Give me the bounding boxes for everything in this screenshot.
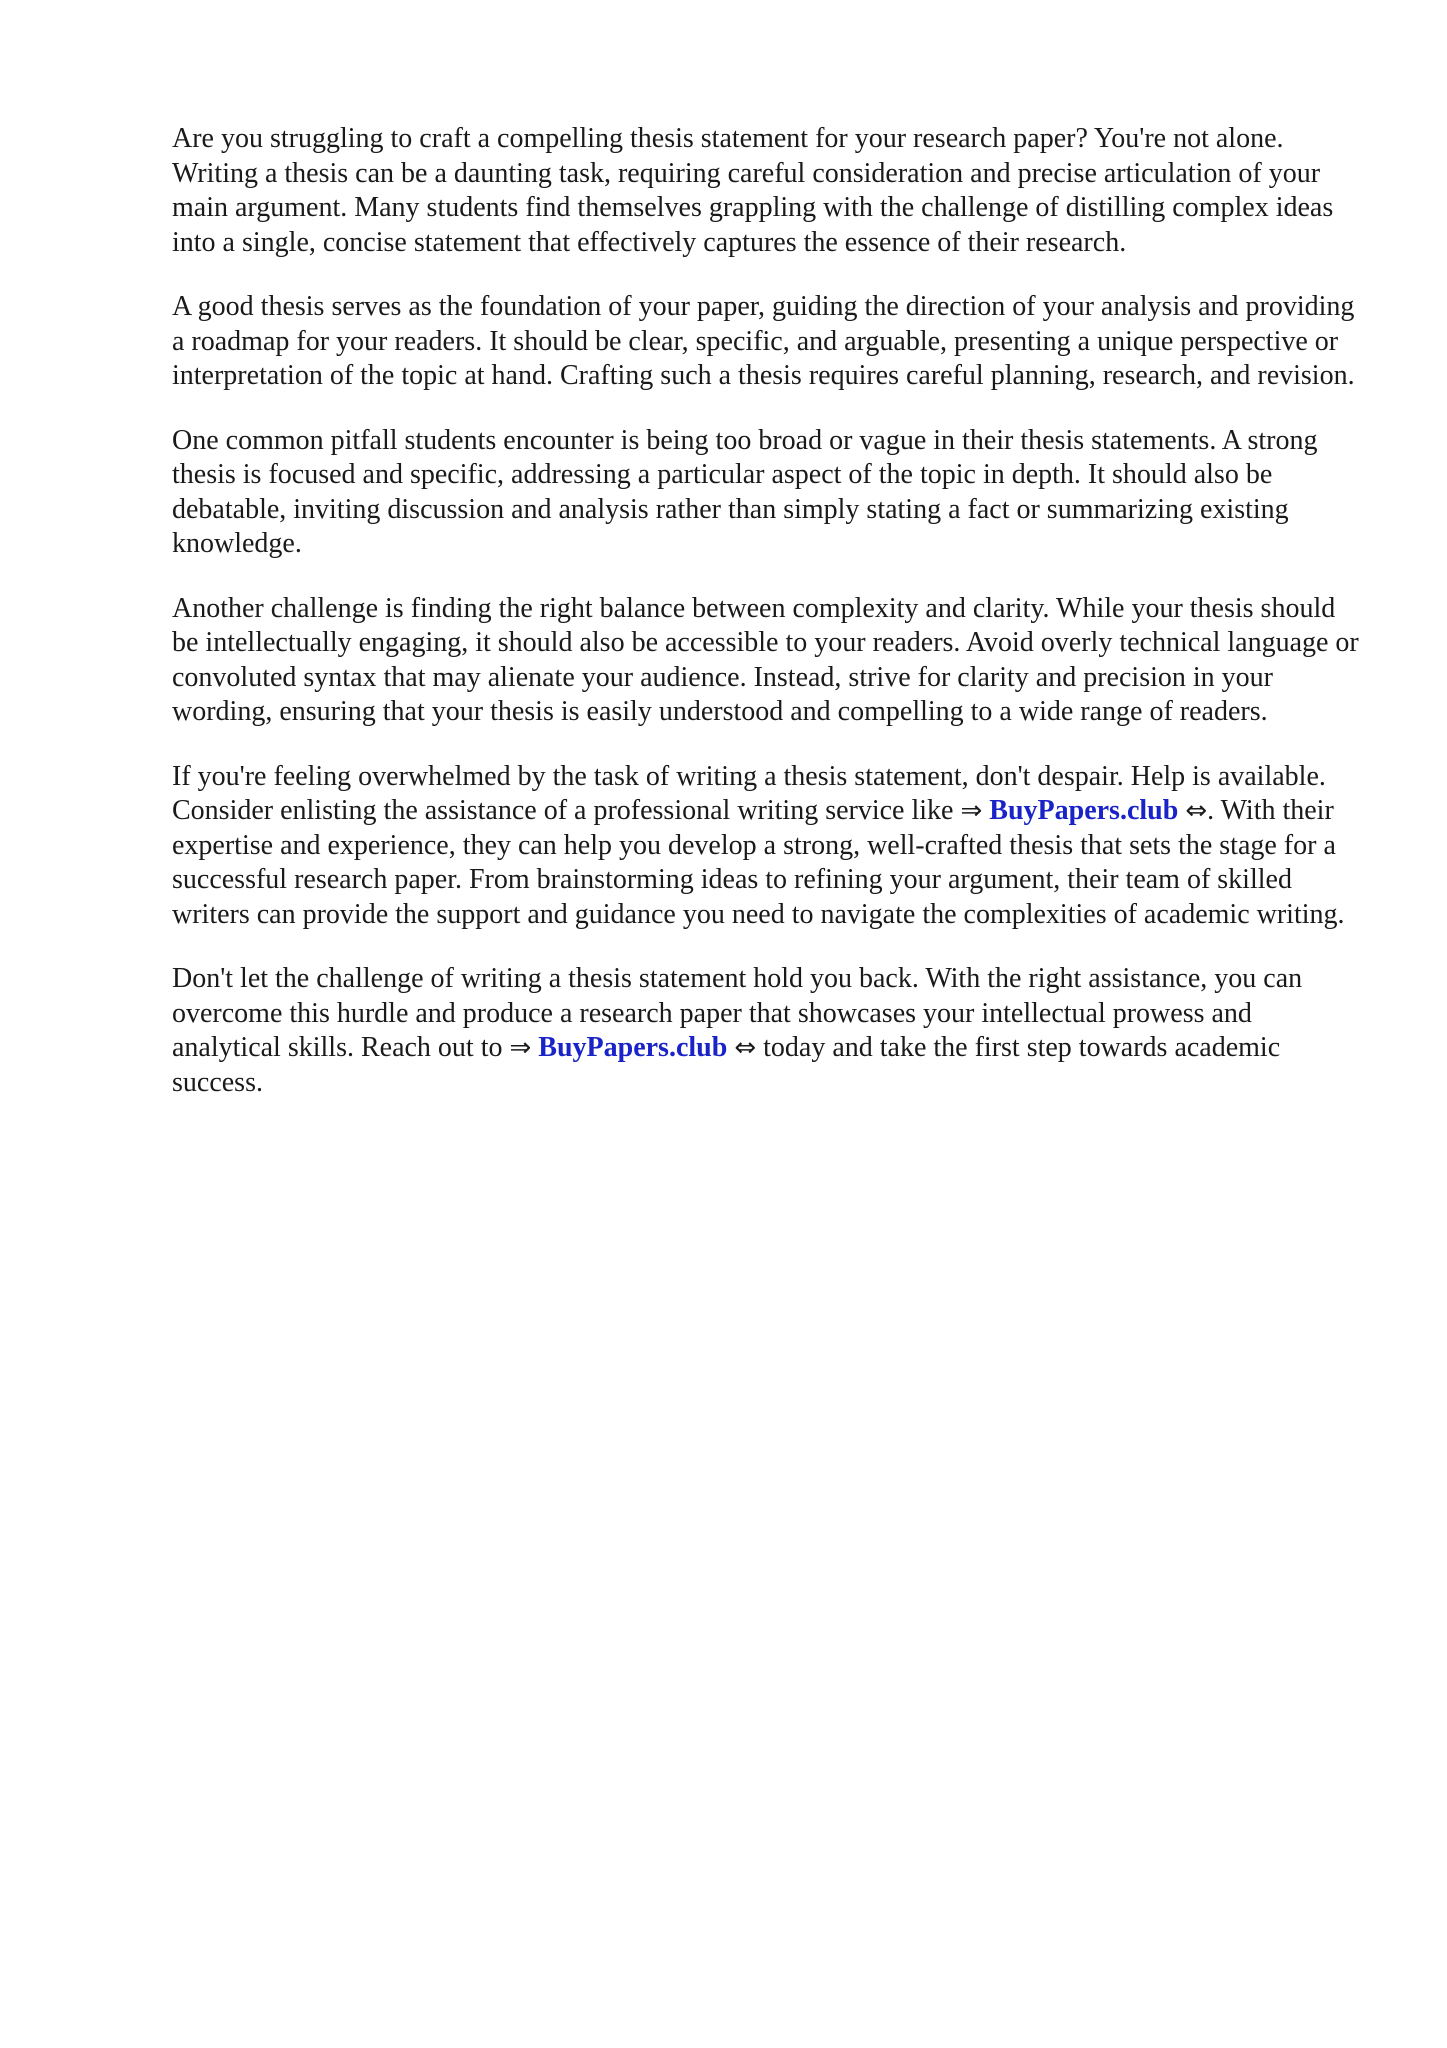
paragraph-intro: Are you struggling to craft a compelling thesis statement for your research paper? You're not alone. Writing a thesis can be a daunting task, requiring careful consideration and precise articulation of your main argument. Many students find themselves grappling with the challenge of distilling complex ideas into a single, concise statement that effectively captures the essence of their research. [172,123,1334,258]
buypapers-link[interactable]: BuyPapers.club [989,795,1179,826]
buypapers-link[interactable]: BuyPapers.club [538,1032,728,1063]
paragraph-closing [172,962,1362,1100]
paragraph-good-thesis: A good thesis serves as the foundation of your paper, guiding the direction of your analysis and providing a roadmap for your readers. It should be clear, specific, and arguable, presenting a unique perspective or interpretation of the topic at hand. Crafting such a thesis requires careful planning, research, and revision. [172,291,1355,391]
paragraph-closing-text-before: Don't let the challenge of writing a thesis statement hold you back. With the right assistance, you can overcome this hurdle and produce a research paper that showcases your intellectual prowess and analytical skills. Reach out to [172,963,1303,1063]
right-double-arrow-icon: ⇒ [509,1033,532,1063]
paragraph-challenge: Another challenge is finding the right balance between complexity and clarity. While your thesis should be intellectually engaging, it should also be accessible to your readers. Avoid overly technical language or convoluted syntax that may alienate your audience. Instead, strive for clarity and precision in your wording, ensuring that your thesis is easily understood and compelling to a wide range of readers. [172,592,1359,727]
paragraph-help-text-before: If you're feeling overwhelmed by the task of writing a thesis statement, don't despair. Help is available. Consider enlisting the assistance of a professional writing service like [172,760,1326,826]
left-right-double-arrow-icon: ⇔ [1185,796,1208,826]
paragraph-pitfall: One common pitfall students encounter is being too broad or vague in their thesis statements. A strong thesis is focused and specific, addressing a particular aspect of the topic in depth. It should also be debatable, inviting discussion and analysis rather than simply stating a fact or summarizing existing knowledge. [172,424,1318,559]
paragraph-help-text-after: . With their expertise and experience, they can help you develop a strong, well-crafted thesis that sets the stage for a successful research paper. From brainstorming ideas to refining your argument, their team of skilled writers can provide the support and guidance you need to navigate the complexities of academic writing. [172,795,1345,930]
document-body [172,122,1362,1130]
paragraph-help [172,760,1362,933]
paragraph-closing-text-after: today and take the first step towards academic success. [172,1032,1281,1098]
left-right-double-arrow-icon: ⇔ [734,1033,757,1063]
right-double-arrow-icon: ⇒ [960,796,983,826]
